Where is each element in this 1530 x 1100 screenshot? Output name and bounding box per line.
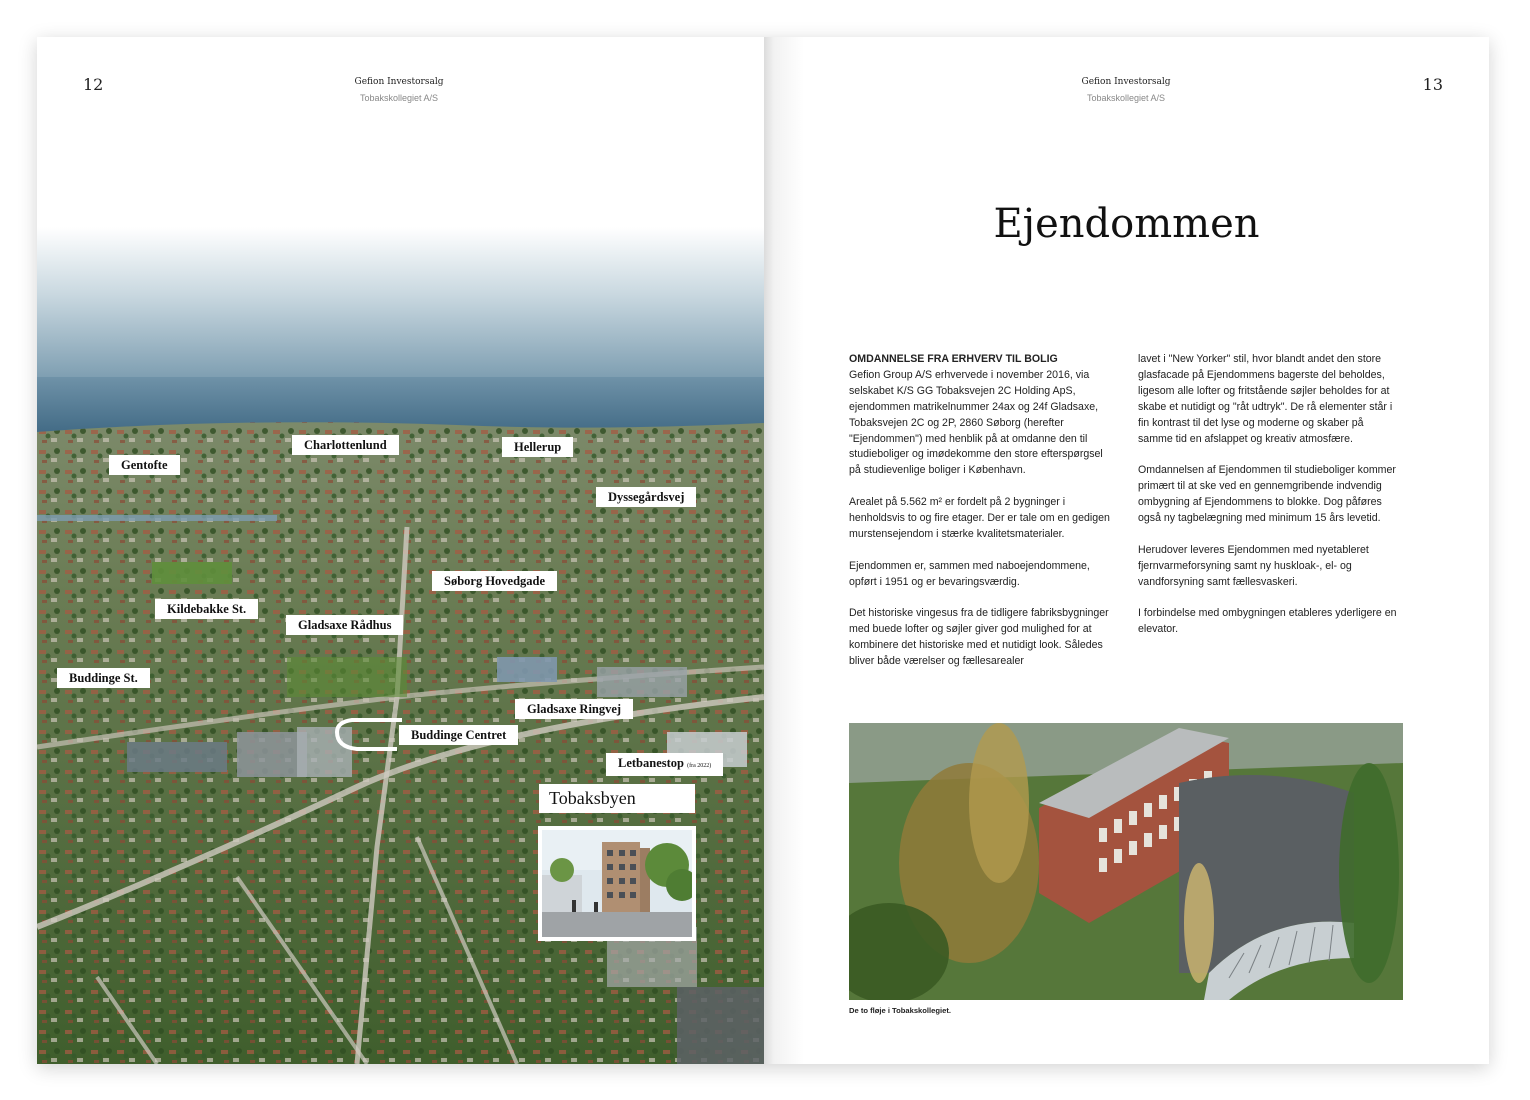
page-number: 12	[83, 75, 104, 94]
map-label-gladsaxe-ringvej: Gladsaxe Ringvej	[515, 699, 633, 719]
paragraph: Gefion Group A/S erhvervede i november 2016, via selskabet K/S GG Tobaksvejen 2C Holding ApS, ejendommen matrikelnummer 24ax og 24f Gladsaxe, Tobaksvejen 2C og 2P, 2860 Søborg (herefter "Ejendommen") med henblik på at omdanne den til studieboliger og imødekomme den store efterspørgsel på studievenlige boliger i København.	[849, 368, 1103, 477]
section-title: OMDANNELSE FRA ERHVERV TIL BOLIG	[849, 353, 1058, 365]
header-subtitle: Tobakskollegiet A/S	[1086, 93, 1166, 103]
tobaksbyen-rendering	[538, 826, 696, 941]
text-column-1	[849, 352, 1111, 686]
header-subtitle: Tobakskollegiet A/S	[359, 93, 439, 103]
paragraph: lavet i "New Yorker" stil, hvor blandt andet den store glasfacade på Ejendommens bagerste del beholdes, ligesom alle lofter og fritstående søjler beholdes for at skabe et nutidigt og "råt udtryk". De rå elementer står i fin kontrast til det lyse og moderne og skaber på samme tid en afslappet og kreativ atmosfære.	[1138, 353, 1393, 445]
paragraph: Herudover leveres Ejendommen med nyetableret fjernvarmeforsyning samt ny huskloak-, el- og vandforsyning samt fællesvaskeri.	[1138, 543, 1369, 588]
magazine-spread	[37, 37, 1489, 1064]
right-page	[764, 37, 1489, 1064]
paragraph: Arealet på 5.562 m² er fordelt på 2 bygninger i henholdsvis to og fire etager. Der er tale om en gedigen murstensejendom i stærke kvalitetsmaterialer.	[849, 496, 1110, 540]
header-title: Gefion Investorsalg	[1081, 77, 1171, 87]
page-heading: Ejendommen	[993, 201, 1260, 247]
map-label-buddinge-st: Buddinge St.	[57, 668, 150, 688]
left-page	[37, 37, 764, 1064]
map-label-gentofte: Gentofte	[109, 455, 180, 475]
map-label-letbanestop	[606, 753, 723, 776]
map-label-hellerup: Hellerup	[502, 437, 573, 457]
building-photo-illustration	[849, 723, 1403, 1000]
building-photo	[849, 723, 1403, 1000]
running-header	[269, 77, 529, 103]
map-label-kildebakke: Kildebakke St.	[155, 599, 258, 619]
text-column-2	[1138, 352, 1400, 654]
map-label-gladsaxe-raadhus: Gladsaxe Rådhus	[286, 615, 403, 635]
paragraph: Det historiske vingesus fra de tidligere fabriksbygninger med buede lofter og søjler giver god mulighed for at kombinere det historiske med et nutidigt look. Således bliver både værelser og fællesarealer	[849, 607, 1109, 668]
letbanestop-note: (fra 2022)	[687, 763, 712, 769]
map-label-dyssegaardsvej: Dyssegårdsvej	[596, 487, 696, 507]
running-header	[996, 77, 1256, 103]
map-label-charlottenlund: Charlottenlund	[292, 435, 399, 455]
paragraph: Ejendommen er, sammen med naboejendommene, opført i 1951 og er bevaringsværdig.	[849, 559, 1090, 588]
header-title: Gefion Investorsalg	[354, 77, 444, 87]
rendering-illustration	[542, 830, 692, 937]
letbanestop-text: Letbanestop	[618, 756, 684, 770]
map-label-buddinge-centret: Buddinge Centret	[399, 725, 518, 745]
map-label-tobaksbyen: Tobaksbyen	[539, 784, 695, 813]
photo-caption: De to fløje i Tobakskollegiet.	[849, 1006, 951, 1015]
paragraph: I forbindelse med ombygningen etableres yderligere en elevator.	[1138, 607, 1397, 636]
paragraph: Omdannelsen af Ejendommen til studieboliger kommer primært til at ske ved en gennemgribende indvendig ombygning af Ejendommens to blokke. Dog påføres også ny tagbelægning med minimum 15 års levetid.	[1138, 464, 1396, 525]
map-label-soborg-hovedgade: Søborg Hovedgade	[432, 571, 557, 591]
page-number: 13	[1422, 75, 1443, 94]
